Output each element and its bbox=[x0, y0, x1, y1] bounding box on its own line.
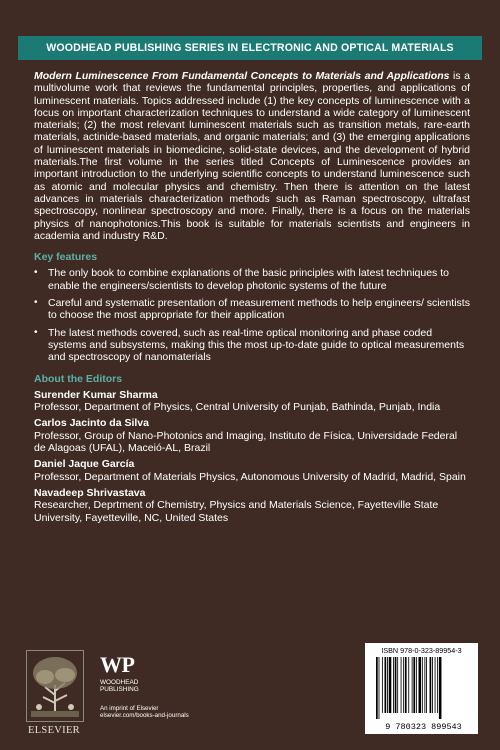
editor-affiliation: Researcher, Deprtment of Chemistry, Physics and Materials Science, Fayetteville State University, Fayetteville, NC, United States bbox=[34, 499, 439, 524]
feature-text: The only book to combine explanations of the basic principles with latest techniques to enable the engineers/scientists to develop photonic systems of the future bbox=[48, 267, 449, 292]
editor-entry bbox=[34, 389, 470, 414]
editors-heading: About the Editors bbox=[34, 372, 123, 385]
intro-paragraph bbox=[34, 70, 470, 242]
editor-name: Daniel Jaque García bbox=[34, 458, 135, 471]
elsevier-tree-icon bbox=[26, 650, 84, 722]
feature-item bbox=[34, 297, 470, 322]
editor-affiliation: Professor, Department of Materials Physics, Autonomous University of Madrid, Madrid, Spain bbox=[34, 470, 466, 483]
editor-name: Surender Kumar Sharma bbox=[34, 388, 158, 401]
wp-imprint-line2: elsevier.com/books-and-journals bbox=[100, 712, 189, 720]
bullet-icon: • bbox=[34, 297, 38, 309]
wp-name-line1: WOODHEAD bbox=[100, 679, 139, 686]
wp-name bbox=[100, 679, 139, 694]
bullet-icon: • bbox=[34, 326, 38, 338]
isbn-text: ISBN 978-0-323-89954-3 bbox=[381, 646, 462, 655]
wp-name-line2: PUBLISHING bbox=[100, 686, 139, 694]
key-features-list bbox=[34, 267, 470, 363]
editor-entry bbox=[34, 417, 470, 454]
wp-imprint-line1: An imprint of Elsevier bbox=[100, 705, 159, 712]
isbn-barcode-box bbox=[365, 643, 478, 734]
woodhead-publishing-logo bbox=[98, 652, 198, 736]
feature-text: The latest methods covered, such as real-time optical monitoring and phase coded systems and subsystems, making this the most up-to-date guide to optical measurements and spectroscopy of nanomaterials bbox=[48, 326, 465, 364]
elsevier-wordmark: ELSEVIER bbox=[28, 725, 80, 736]
wp-imprint bbox=[100, 705, 189, 720]
editor-affiliation: Professor, Department of Physics, Central University of Punjab, Bathinda, Punjab, India bbox=[34, 401, 441, 414]
feature-text: Careful and systematic presentation of measurement methods to help engineers/ scientists to choose the most appropriate for their application bbox=[48, 297, 470, 322]
intro-body: is a multivolume work that reviews the fundamental principles, properties, and applications of luminescent materials. Topics addressed include (1) the key concepts of luminescence with a focus on important characterization techniques to understand a wide category of luminescent materials; (2) the most relevant luminescent materials such as transition metals, rare-earth materials, actinide-based materials, and organic materials; and (3) the emerging applications of luminescent materials in biomedicine, solid-state devices, and the development of hybrid materials.The first volume in the series titled Concepts of Luminescence provides an important introduction to the underlying scientific concepts to understand luminescence such as atomic and molecular physics and chemistry. Then there is attention on the latest advances in materials characterization methods such as Raman spectroscopy, ultrafast spectroscopy, nonlinear spectroscopy and more. Finally, there is a focus on the materials physics of nanophotonics.This book is suitable for materials scientists and engineers in academia and industry R&D. bbox=[34, 70, 471, 242]
back-cover-content bbox=[34, 70, 470, 528]
bullet-icon: • bbox=[34, 267, 38, 279]
elsevier-logo bbox=[22, 650, 86, 736]
book-title: Modern Luminescence From Fundamental Concepts to Materials and Applications bbox=[34, 70, 450, 82]
series-banner bbox=[18, 36, 482, 60]
editor-affiliation: Professor, Group of Nano-Photonics and Imaging, Instituto de Física, Universidade Federal de Alagoas (UFAL), Maceió-AL, Brazil bbox=[34, 429, 458, 455]
editor-name: Navadeep Shrivastava bbox=[34, 486, 146, 499]
barcode-digits: 9 780323 899543 bbox=[385, 722, 462, 732]
feature-item bbox=[34, 327, 470, 364]
wp-monogram: WP bbox=[100, 652, 135, 677]
feature-item bbox=[34, 267, 470, 292]
editor-entry bbox=[34, 458, 470, 483]
editor-name: Carlos Jacinto da Silva bbox=[34, 417, 149, 430]
barcode-icon bbox=[375, 657, 470, 719]
key-features-heading: Key features bbox=[34, 251, 98, 264]
editor-entry bbox=[34, 487, 470, 524]
series-banner-text: WOODHEAD PUBLISHING SERIES IN ELECTRONIC AND OPTICAL MATERIALS bbox=[46, 42, 454, 54]
